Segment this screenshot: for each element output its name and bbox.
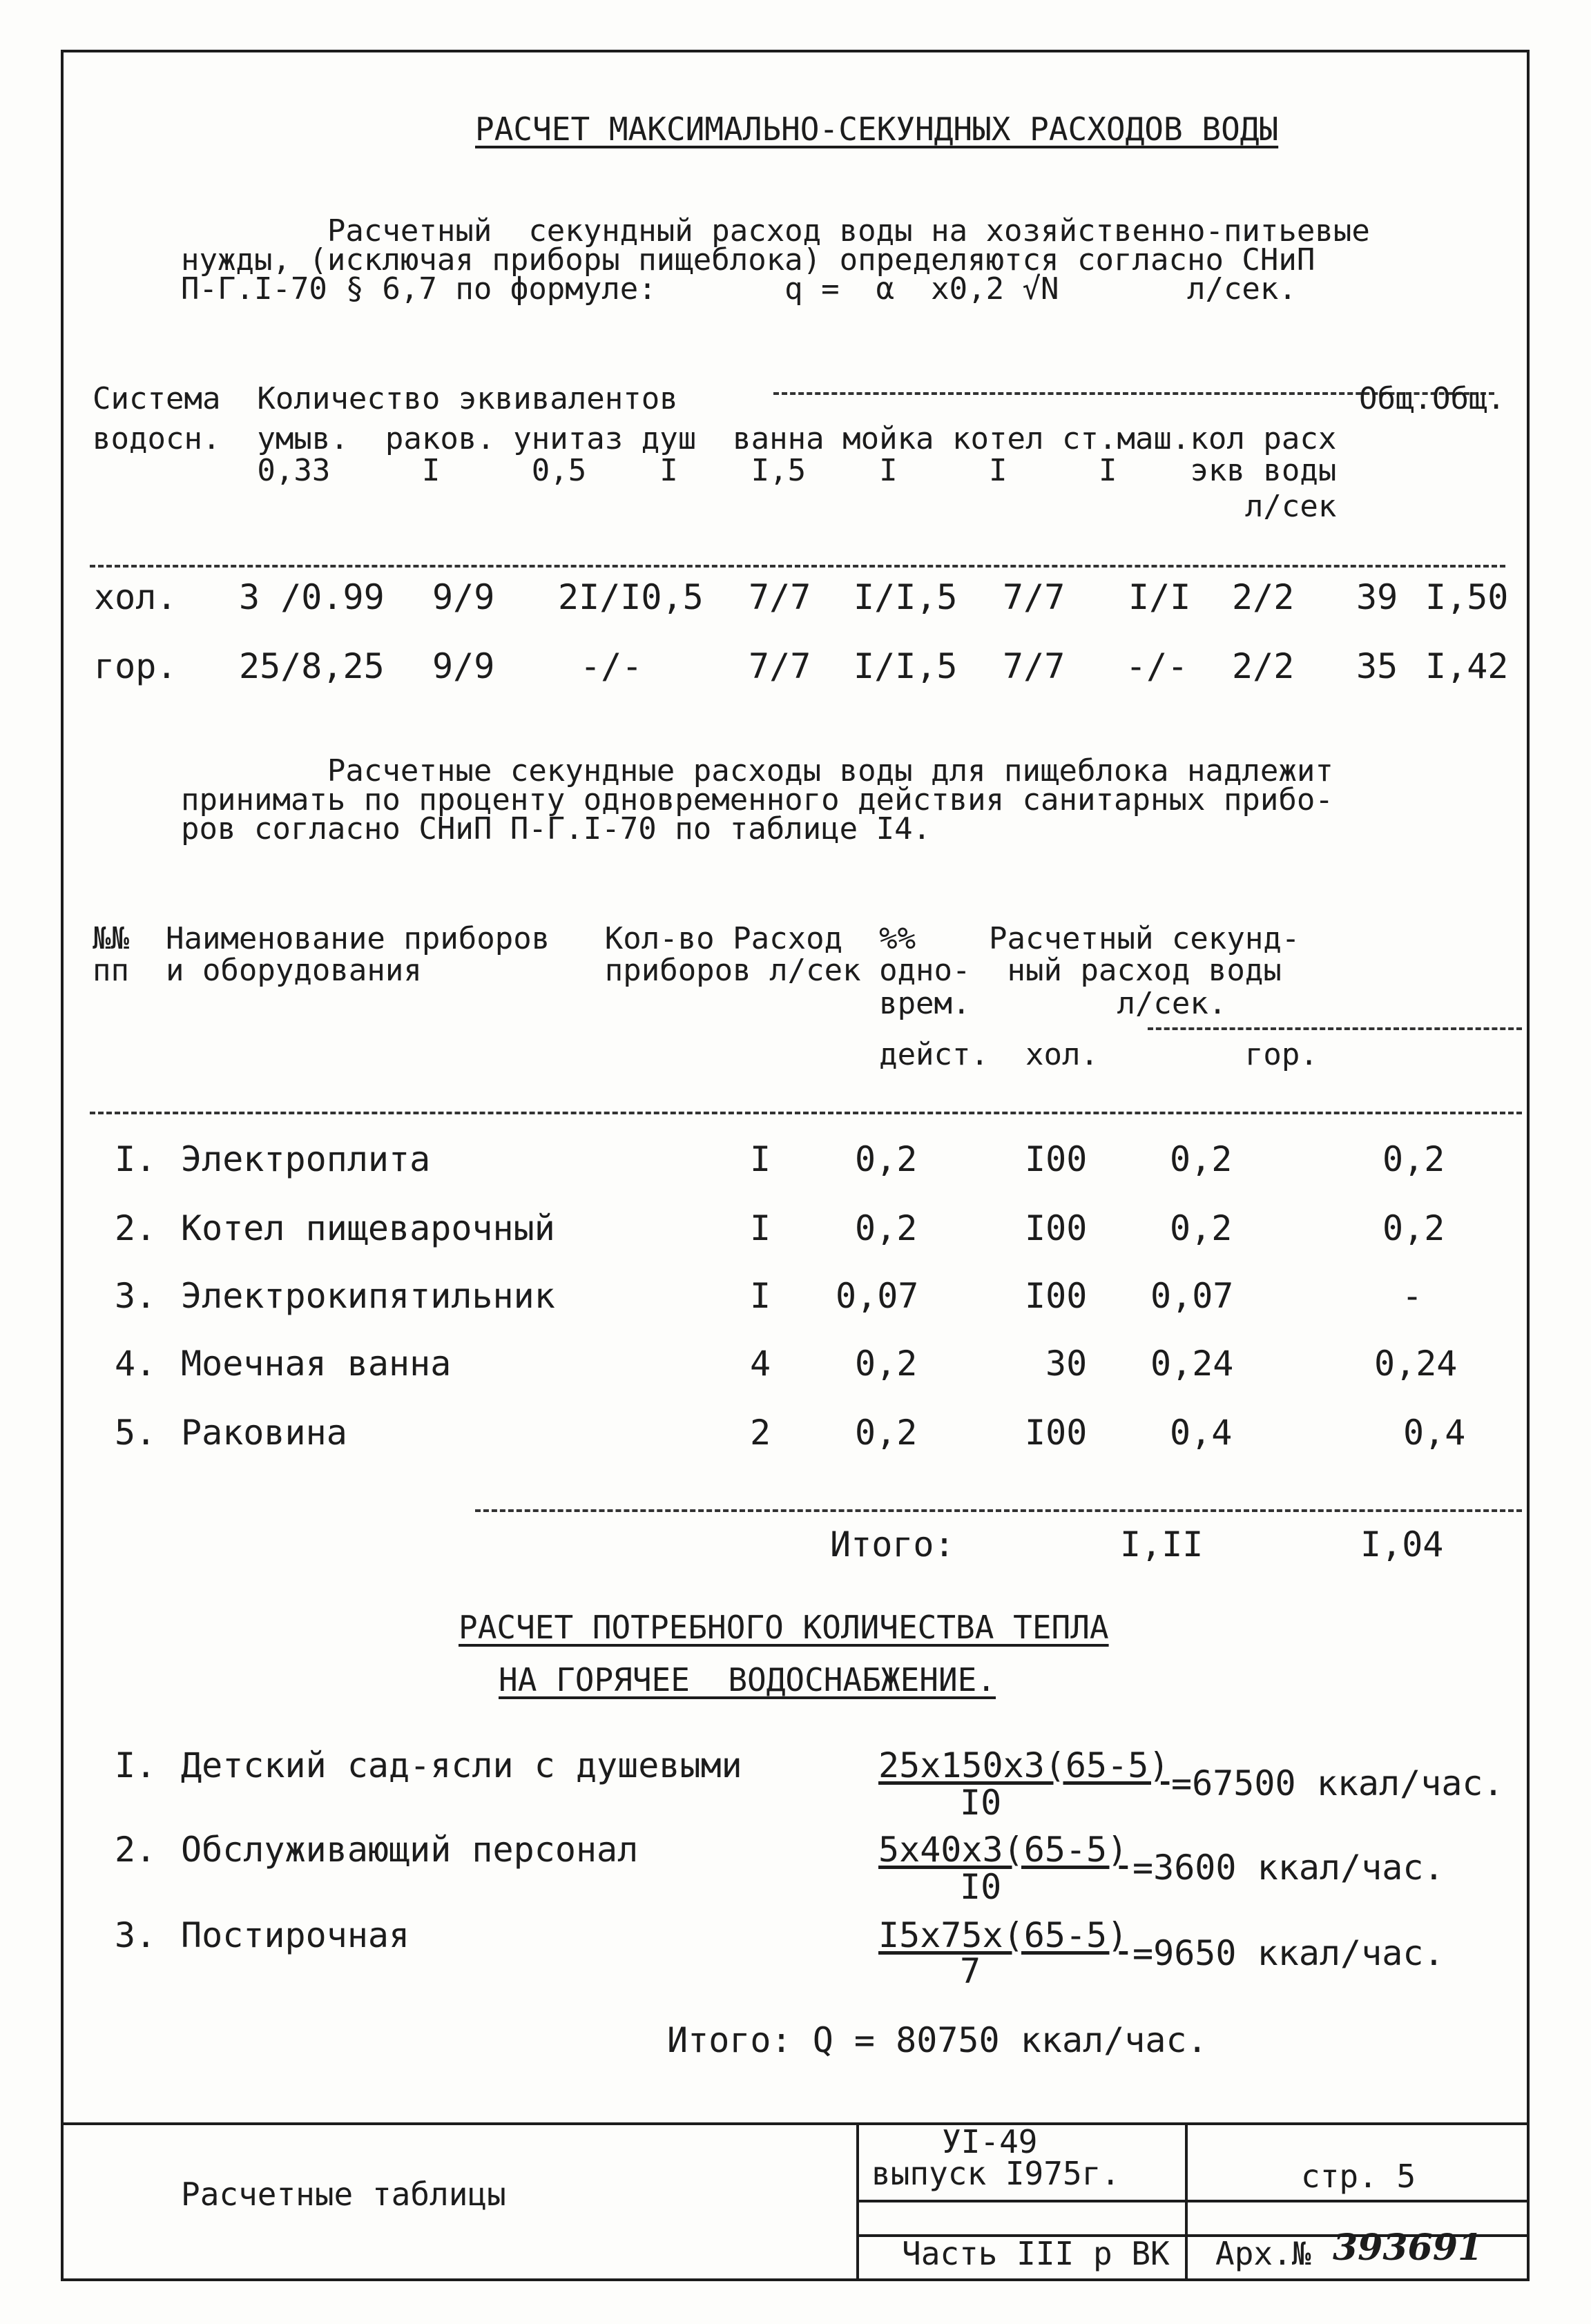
item-name: Постирочная (181, 1915, 410, 1955)
row-name: Электроплита (181, 1139, 431, 1179)
table2-header-dash (90, 1112, 1522, 1114)
table1-cell: 7/7 (1003, 577, 1066, 617)
row-cold: 0,4 (1170, 1413, 1233, 1453)
row-number: 4. (115, 1344, 157, 1384)
table1-cell: 2/2 (1232, 646, 1295, 686)
table1-header-line3: 0,33 I 0,5 I I,5 I I I экв воды (93, 453, 1337, 488)
row-hot: 0,2 (1382, 1208, 1445, 1248)
row-flow: 0,2 (855, 1139, 918, 1179)
issue-year: выпуск I975г. (871, 2155, 1121, 2192)
row-qty: I (750, 1139, 771, 1179)
table2-header-line2: пп и оборудования приборов л/сек одно- ный расход воды (93, 953, 1282, 988)
series-number: УI-49 (942, 2123, 1038, 2160)
row-pct: I00 (1025, 1276, 1088, 1316)
table1-cell: I,42 (1425, 646, 1509, 686)
item-result: =3600 ккал/час. (1132, 1848, 1445, 1888)
row-name: Котел пищеварочный (181, 1208, 555, 1248)
table1-header-line2: водосн. умыв. раков. унитаз душ ванна мойка котел ст.маш.кол расх (93, 421, 1337, 456)
item-result: =9650 ккал/час. (1132, 1933, 1445, 1973)
table2-total-dash (475, 1509, 1522, 1512)
table1-cell: 35 (1356, 646, 1398, 686)
item-result: =67500 ккал/час. (1171, 1763, 1504, 1803)
table1-cell: I,50 (1425, 577, 1509, 617)
table2-header-line3: врем. л/сек. (93, 986, 1227, 1021)
heat-total: Итого: Q = 80750 ккал/час. (667, 2020, 1208, 2060)
item-name: Детский сад-ясли с душевыми (181, 1745, 742, 1785)
row-qty: 2 (750, 1413, 771, 1453)
item-denominator: I0 (960, 1783, 1002, 1823)
row-flow: 0,07 (836, 1276, 919, 1316)
row-qty: I (750, 1276, 771, 1316)
section3-title-line1: РАСЧЕТ ПОТРЕБНОГО КОЛИЧЕСТВА ТЕПЛА (459, 1609, 1109, 1646)
title-block-mid-line (856, 2200, 1530, 2202)
row-name: Моечная ванна (181, 1344, 452, 1384)
row-cold: 0,07 (1150, 1276, 1234, 1316)
section1-para-line2: нужды, (исключая приборы пищеблока) определяются согласно СНиП (181, 242, 1315, 278)
table2-header-line1: №№ Наименование приборов Кол-во Расход %% Расчетный секунд- (93, 921, 1300, 956)
total-label: Итого: (830, 1524, 955, 1565)
table2-subheader-dash (1148, 1027, 1522, 1030)
item-numerator: 5x40x3(65-5) (878, 1830, 1128, 1870)
item-numerator: 25x150x3(65-5) (878, 1745, 1170, 1785)
table1-cell: 7/7 (749, 577, 811, 617)
section1-title: РАСЧЕТ МАКСИМАЛЬНО-СЕКУНДНЫХ РАСХОДОВ ВОДЫ (475, 110, 1279, 148)
row-cold: 0,24 (1150, 1344, 1234, 1384)
table1-header-line4: л/сек (93, 489, 1337, 524)
table1-cell: -/- (580, 646, 643, 686)
section3-title-line2: НА ГОРЯЧЕЕ ВОДОСНАБЖЕНИЕ. (499, 1661, 996, 1698)
table1-cell: 7/7 (1003, 646, 1066, 686)
row-number: 3. (115, 1276, 157, 1316)
row-flow: 0,2 (855, 1344, 918, 1384)
table1-sys: хол. (94, 577, 177, 617)
section2-para-line3: ров согласно СНиП П-Г.I-70 по таблице I4. (181, 811, 932, 846)
part-label: Часть III р ВК (902, 2235, 1170, 2272)
table1-cell: 9/9 (432, 577, 495, 617)
archive-number: 393691 (1333, 2227, 1483, 2269)
section2-para-line2: принимать по проценту одновременного действия санитарных прибо- (181, 782, 1333, 817)
table1-sys: гор. (94, 646, 177, 686)
item-denominator: I0 (960, 1867, 1002, 1907)
row-hot: 0,4 (1403, 1413, 1466, 1453)
item-denominator: 7 (960, 1951, 981, 1991)
page-number: стр. 5 (1301, 2158, 1416, 2195)
table1-cell: 9/9 (432, 646, 495, 686)
table1-cell: 2I/I0,5 (558, 577, 704, 617)
row-cold: 0,2 (1170, 1208, 1233, 1248)
row-pct: I00 (1025, 1413, 1088, 1453)
table1-cell: 25/8,25 (239, 646, 385, 686)
total-hot: I,04 (1360, 1524, 1444, 1565)
row-number: 2. (115, 1208, 157, 1248)
table1-cell: I/I,5 (854, 646, 958, 686)
table1-cell: 7/7 (749, 646, 811, 686)
row-flow: 0,2 (855, 1208, 918, 1248)
table1-cell: -/- (1126, 646, 1188, 686)
row-pct: I00 (1025, 1208, 1088, 1248)
table1-cell: 3 /0.99 (239, 577, 385, 617)
title-block-top-line (61, 2122, 1530, 2125)
table2-header-line4: дейст. хол. гор. (93, 1037, 1318, 1072)
total-cold: I,II (1120, 1524, 1204, 1565)
table1-cell: 39 (1356, 577, 1398, 617)
table1-cell: I/I (1128, 577, 1191, 617)
row-number: 5. (115, 1413, 157, 1453)
row-hot: - (1402, 1276, 1423, 1316)
table1-header-right: Общ.Общ. (1359, 381, 1505, 416)
item-number: 2. (115, 1830, 157, 1870)
section1-para-line1: Расчетный секундный расход воды на хозяйственно-питьевые (181, 213, 1370, 249)
item-number: 3. (115, 1915, 157, 1955)
section2-para-line1: Расчетные секундные расходы воды для пищеблока надлежит (181, 753, 1333, 788)
table1-cell: 2/2 (1232, 577, 1295, 617)
row-qty: I (750, 1208, 771, 1248)
table1-cell: I/I,5 (854, 577, 958, 617)
archive-label: Арх.№ (1215, 2235, 1311, 2272)
item-numerator: I5x75x(65-5) (878, 1915, 1128, 1955)
row-qty: 4 (750, 1344, 771, 1384)
table1-header-dash (90, 565, 1505, 568)
row-name: Раковина (181, 1413, 347, 1453)
row-pct: 30 (1045, 1344, 1088, 1384)
row-number: I. (115, 1139, 157, 1179)
row-hot: 0,2 (1382, 1139, 1445, 1179)
table1-header-line1: Система Количество эквивалентов (93, 381, 678, 416)
row-cold: 0,2 (1170, 1139, 1233, 1179)
section1-para-line3: П-Г.I-70 § 6,7 по формуле: q = α x0,2 √N л/сек. (181, 271, 1297, 307)
item-number: I. (115, 1745, 157, 1785)
row-name: Электрокипятильник (181, 1276, 555, 1316)
row-pct: I00 (1025, 1139, 1088, 1179)
row-hot: 0,24 (1374, 1344, 1458, 1384)
row-flow: 0,2 (855, 1413, 918, 1453)
item-name: Обслуживающий персонал (181, 1830, 639, 1870)
document-name: Расчетные таблицы (181, 2176, 506, 2213)
